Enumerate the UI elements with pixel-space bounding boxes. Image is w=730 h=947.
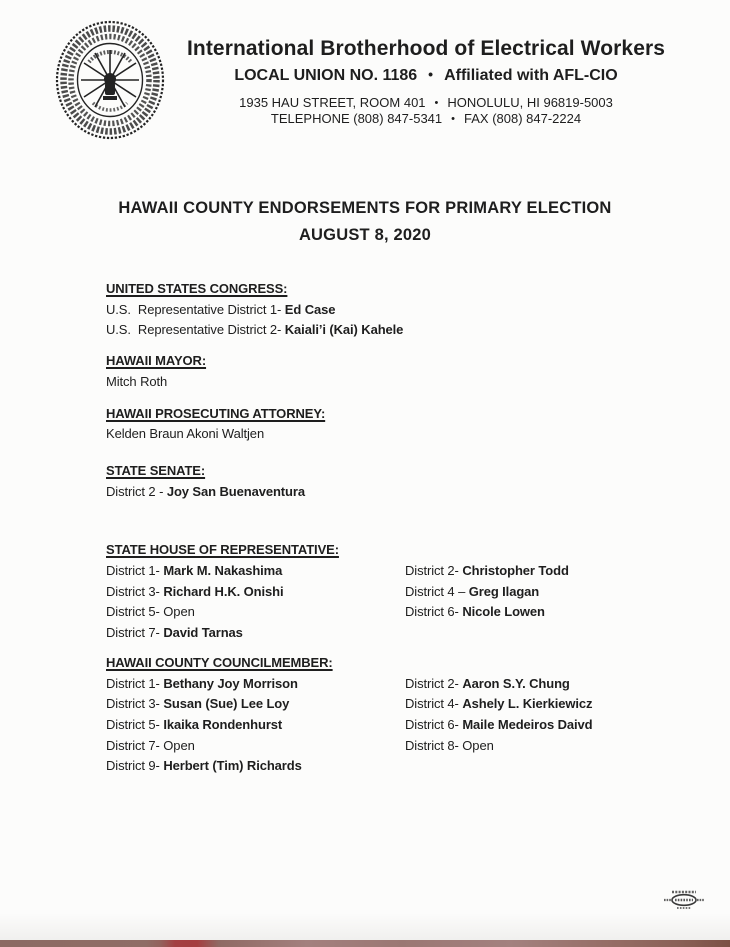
office-label: District 1- [106,563,164,579]
endorsement-line [405,694,696,715]
candidate-name: Greg Ilagan [468,583,540,599]
bullet-separator: • [451,113,456,125]
section-state-house [106,540,696,644]
office-label: U.S. Representative District 1- [106,301,285,317]
section-heading: HAWAII COUNTY COUNCILMEMBER: [106,654,333,670]
endorsement-line [405,715,696,736]
org-name: International Brotherhood of Electrical Workers [186,37,666,60]
endorsement-row [106,674,696,695]
endorsement-line [106,694,405,715]
office-label: District 3- [106,583,164,599]
endorsement-line [106,582,405,603]
candidate-name: Ashely L. Kierkiewicz [462,696,593,712]
section-hawaii-mayor [106,351,696,392]
title-line-1: HAWAII COUNTY ENDORSEMENTS FOR PRIMARY ELECTION [118,199,612,217]
office-label: District 5- Open [106,604,195,620]
candidate-name: Herbert (Tim) Richards [163,758,302,774]
endorsement-line [405,561,696,582]
office-label: District 7- [106,625,164,641]
page-bottom-shadow [0,913,730,941]
document-title [0,195,730,249]
office-label: District 7- Open [106,737,195,753]
endorsement-line [106,424,696,445]
address-block [168,95,684,127]
candidate-name: Nicole Lowen [462,604,545,620]
candidate-name: Aaron S.Y. Chung [462,675,570,691]
section-heading: STATE SENATE: [106,462,206,478]
affiliation: Affiliated with AFL-CIO [444,67,618,84]
endorsement-row [106,623,696,644]
candidate-name: Bethany Joy Morrison [163,675,298,691]
endorsements-content [106,279,696,777]
bullet-separator: • [428,66,434,82]
section-prosecuting-attorney [106,404,696,445]
candidate-name: Ed Case [284,301,336,317]
ibew-seal-logo [53,17,167,146]
candidate-name: Kaiali’i (Kai) Kahele [284,322,404,338]
candidate-name: Mark M. Nakashima [163,563,283,579]
local-union-number: LOCAL UNION NO. 1186 [234,67,418,84]
candidate-name: Maile Medeiros Daivd [462,716,593,732]
city-address: HONOLULU, HI 96819-5003 [447,95,613,110]
office-label: U.S. Representative District 2- [106,322,285,338]
endorsement-line [405,582,696,603]
office-label: District 4 – [405,583,469,599]
phone-line [168,111,684,127]
candidate-name: Joy San Buenaventura [166,483,305,499]
telephone: TELEPHONE (808) 847-5341 [270,111,443,126]
ibew-circular-seal-icon [53,17,167,146]
endorsement-row [106,602,696,623]
street-address: 1935 HAU STREET, ROOM 401 [239,95,426,110]
endorsement-row [106,561,696,582]
candidate-name: Ikaika Rondenhurst [163,716,283,732]
office-label: District 2 - [106,483,167,499]
candidate-name: Kelden Braun Akoni Waltjen [106,426,265,442]
endorsement-line [405,674,696,695]
section-state-senate [106,461,696,502]
bullet-separator: • [434,97,439,109]
section-heading: STATE HOUSE OF REPRESENTATIVE: [106,542,339,558]
endorsement-line [405,602,696,623]
section-county-council [106,653,696,777]
address-line [168,95,684,111]
fax: FAX (808) 847-2224 [464,111,582,126]
candidate-name: Mitch Roth [106,373,168,389]
letterhead [168,37,684,127]
candidate-name: Christopher Todd [462,563,569,579]
endorsement-row [106,694,696,715]
office-label: District 8- Open [405,737,494,753]
endorsement-row [106,736,696,757]
endorsement-line [405,736,696,757]
office-label: District 2- [405,563,463,579]
office-label: District 9- [106,758,164,774]
endorsement-line [106,482,696,503]
endorsement-line [106,756,405,777]
candidate-name: David Tarnas [163,625,243,641]
candidate-name: Richard H.K. Onishi [163,583,284,599]
section-heading: HAWAII PROSECUTING ATTORNEY: [106,405,326,421]
endorsement-line [405,623,696,644]
endorsement-line [405,756,696,777]
endorsement-line [106,736,405,757]
endorsement-row [106,715,696,736]
local-union-line [168,64,684,86]
title-line-2: AUGUST 8, 2020 [298,226,432,244]
endorsement-line [106,300,696,321]
section-heading: HAWAII MAYOR: [106,353,207,369]
office-label: District 6- [405,604,463,620]
office-label: District 4- [405,696,463,712]
endorsement-line [106,320,696,341]
endorsement-row [106,582,696,603]
office-label: District 1- [106,675,164,691]
office-label: District 3- [106,696,164,712]
office-label: District 2- [405,675,463,691]
office-label: District 6- [405,716,463,732]
endorsement-line [106,561,405,582]
endorsement-row [106,756,696,777]
union-printer-bug-icon [662,889,706,913]
endorsement-line [106,674,405,695]
endorsement-line [106,602,405,623]
section-united-states-congress [106,279,696,341]
section-heading: UNITED STATES CONGRESS: [106,281,288,296]
endorsement-line [106,715,405,736]
scan-edge-strip [0,940,730,947]
endorsement-line [106,623,405,644]
candidate-name: Susan (Sue) Lee Loy [163,696,290,712]
office-label: District 5- [106,716,164,732]
endorsement-line [106,372,696,393]
